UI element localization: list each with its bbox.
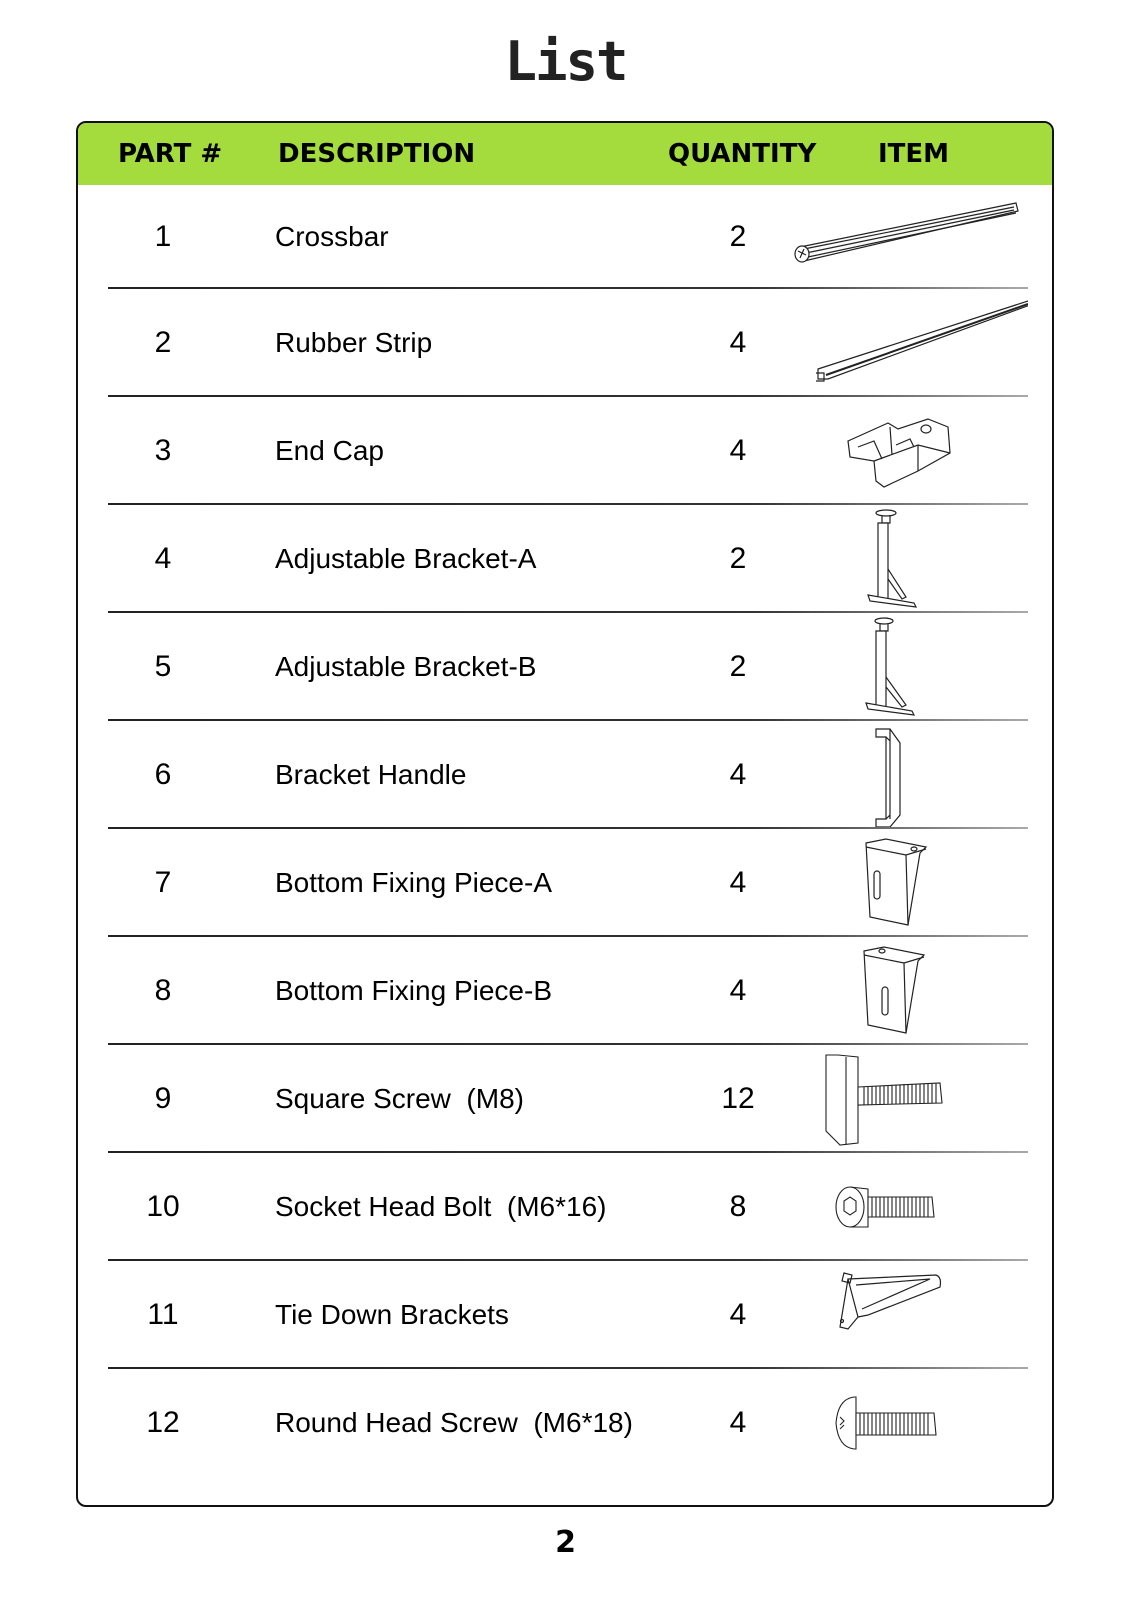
part-number: 5	[154, 650, 172, 683]
part-description: Square Screw (M8)	[275, 1083, 524, 1114]
part-number: 6	[154, 758, 172, 791]
part-description: Adjustable Bracket-B	[275, 651, 537, 682]
parts-list-table	[76, 121, 1054, 1507]
header-quantity: QUANTITY	[668, 139, 817, 169]
part-quantity: 4	[729, 434, 747, 467]
part-description: Tie Down Brackets	[275, 1299, 509, 1330]
adjustable-bracket-b-icon	[778, 617, 1028, 719]
part-quantity: 2	[729, 542, 747, 575]
part-number: 9	[154, 1082, 172, 1115]
part-quantity: 4	[729, 1406, 747, 1439]
part-quantity: 4	[729, 1298, 747, 1331]
table-row	[108, 397, 1028, 505]
square-screw-icon	[778, 1049, 1028, 1151]
part-quantity: 4	[729, 974, 747, 1007]
part-description: Socket Head Bolt (M6*16)	[275, 1191, 607, 1222]
round-head-screw-icon	[778, 1373, 1028, 1475]
table-row	[108, 1045, 1028, 1153]
part-number: 3	[154, 434, 172, 467]
part-number: 11	[147, 1298, 179, 1331]
adjustable-bracket-a-icon	[778, 509, 1028, 611]
page-title: List	[504, 30, 627, 93]
table-row	[108, 1369, 1028, 1477]
table-row	[108, 721, 1028, 829]
part-description: Bracket Handle	[275, 759, 467, 790]
part-description: Bottom Fixing Piece-A	[275, 867, 552, 898]
socket-head-bolt-icon	[778, 1157, 1028, 1259]
bracket-handle-icon	[778, 725, 1028, 827]
part-description: Crossbar	[275, 221, 389, 252]
table-row	[108, 185, 1028, 289]
part-quantity: 4	[729, 866, 747, 899]
part-quantity: 4	[729, 758, 747, 791]
part-description: Rubber Strip	[275, 327, 433, 358]
part-description: Bottom Fixing Piece-B	[275, 975, 552, 1006]
table-row	[108, 289, 1028, 397]
bottom-fixing-piece-a-icon	[778, 833, 1028, 935]
header-item: ITEM	[878, 139, 950, 169]
header-part-number: PART #	[118, 139, 223, 169]
part-number: 12	[146, 1406, 180, 1439]
table-row	[108, 505, 1028, 613]
tie-down-bracket-icon	[778, 1265, 1028, 1367]
crossbar-icon	[778, 189, 1028, 291]
part-description: End Cap	[275, 435, 384, 466]
part-number: 1	[154, 220, 172, 253]
part-quantity: 12	[721, 1082, 755, 1115]
part-number: 10	[146, 1190, 180, 1223]
part-quantity: 8	[729, 1190, 747, 1223]
table-row	[108, 937, 1028, 1045]
header-description: DESCRIPTION	[278, 139, 476, 169]
part-description: Round Head Screw (M6*18)	[275, 1407, 633, 1438]
page-number: 2	[555, 1525, 576, 1560]
rubber-strip-icon	[778, 293, 1028, 395]
bottom-fixing-piece-b-icon	[778, 941, 1028, 1043]
part-number: 4	[154, 542, 172, 575]
part-number: 2	[154, 326, 172, 359]
part-number: 7	[154, 866, 172, 899]
part-description: Adjustable Bracket-A	[275, 543, 537, 574]
table-row	[108, 1261, 1028, 1369]
table-header	[78, 123, 1052, 185]
end-cap-icon	[778, 401, 1028, 503]
part-quantity: 2	[729, 650, 747, 683]
table-row	[108, 829, 1028, 937]
part-quantity: 2	[729, 220, 747, 253]
part-quantity: 4	[729, 326, 747, 359]
table-row	[108, 1153, 1028, 1261]
part-number: 8	[154, 974, 172, 1007]
table-row	[108, 613, 1028, 721]
